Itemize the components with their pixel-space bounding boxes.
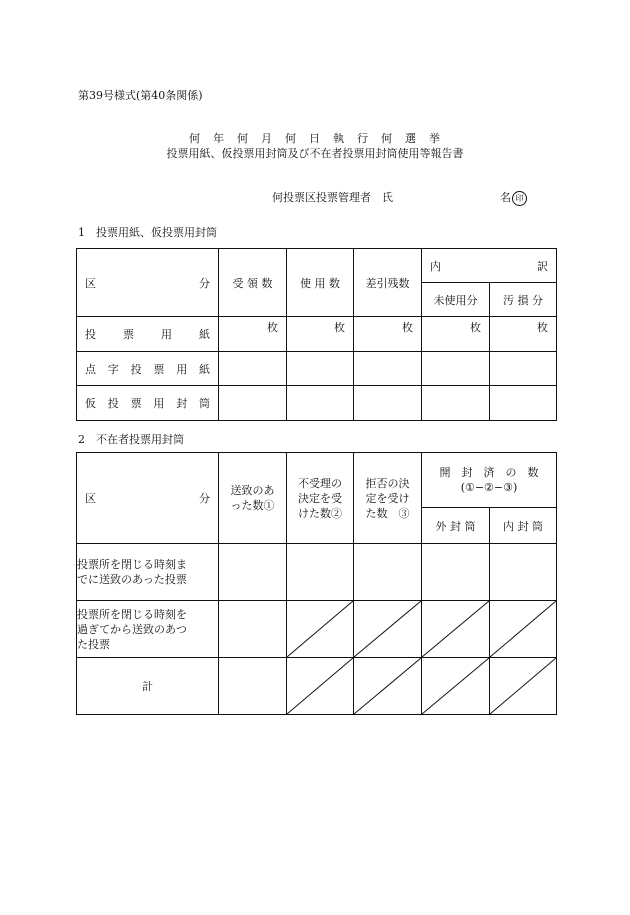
label-char: 投 (107, 397, 119, 410)
diagonal-strike (354, 658, 421, 714)
total-label: 計 (77, 658, 219, 715)
header-line: 拒否の決 (365, 476, 410, 490)
label-char: 封 (176, 397, 188, 410)
damaged-cell[interactable] (490, 317, 557, 352)
not-accepted-cell-struck (287, 601, 354, 658)
label-char: 投 (130, 362, 142, 376)
used-header: 使 用 数 (287, 249, 354, 317)
row-ballot-paper-label (77, 317, 219, 352)
damaged-header: 汚 損 分 (490, 283, 557, 317)
outer-envelope-total-struck (422, 658, 490, 715)
label-line: 過ぎてから送致のあつ (77, 622, 187, 636)
not-accepted-total-struck (287, 658, 354, 715)
received-header: 受 領 数 (219, 249, 287, 317)
unused-cell[interactable] (422, 386, 490, 421)
rejected-cell-struck (354, 601, 422, 658)
received-cell[interactable] (219, 352, 287, 386)
kubun-left: 区 (85, 492, 96, 505)
name-label (500, 189, 527, 206)
sent-cell[interactable] (219, 544, 287, 601)
breakdown-right: 訳 (537, 259, 548, 273)
label-char: 票 (130, 397, 142, 410)
kubun-header (77, 453, 219, 544)
outer-envelope-header: 外 封 筒 (422, 508, 490, 544)
sent-cell[interactable] (219, 601, 287, 658)
remaining-cell[interactable] (354, 386, 422, 421)
header-line: た数 ③ (365, 506, 410, 520)
label-char: 投 (85, 328, 96, 341)
header-line: 定を受け (365, 491, 410, 505)
inner-envelope-cell-struck (490, 601, 557, 658)
form-number: 第39号様式(第40条関係) (78, 89, 203, 102)
inner-envelope-cell[interactable] (490, 544, 557, 601)
not-accepted-cell[interactable] (287, 544, 354, 601)
label-char: 仮 (85, 397, 96, 410)
outer-envelope-cell-struck (422, 601, 490, 658)
label-char: 票 (123, 328, 134, 341)
row-provisional-envelope-label (77, 386, 219, 421)
received-cell[interactable] (219, 386, 287, 421)
header-line: けた数② (298, 506, 342, 520)
kubun-right: 分 (199, 492, 210, 505)
kubun-left: 区 (85, 276, 96, 290)
breakdown-header (422, 249, 557, 283)
diagonal-strike (287, 658, 353, 714)
label-line: た投票 (77, 637, 110, 651)
received-cell[interactable] (219, 317, 287, 352)
diagonal-strike (422, 601, 489, 657)
remaining-cell[interactable] (354, 352, 422, 386)
label-line: でに送致のあった投票 (77, 573, 187, 586)
unit-label: 枚 (470, 321, 481, 334)
rejected-cell[interactable] (354, 544, 422, 601)
unit-label: 枚 (334, 321, 345, 334)
unit-label: 枚 (267, 321, 278, 334)
unused-header: 未使用分 (422, 283, 490, 317)
damaged-cell[interactable] (490, 386, 557, 421)
diagonal-strike (422, 658, 489, 714)
kubun-right: 分 (199, 276, 210, 290)
row-before-closing-label (77, 544, 219, 601)
header-line: 不受理の (298, 476, 342, 490)
remaining-cell[interactable] (354, 317, 422, 352)
unused-cell[interactable] (422, 317, 490, 352)
breakdown-left: 内 (430, 259, 441, 273)
inner-envelope-total-struck (490, 658, 557, 715)
diagonal-strike (490, 601, 556, 657)
header-line: 決定を受 (298, 491, 342, 505)
label-char: 字 (107, 362, 119, 376)
unit-label: 枚 (402, 321, 413, 334)
label-char: 紙 (199, 328, 210, 341)
name-text: 名 (500, 191, 511, 204)
remaining-header: 差引残数 (354, 249, 422, 317)
header-line: った数① (230, 499, 275, 512)
outer-envelope-cell[interactable] (422, 544, 490, 601)
diagonal-strike (354, 601, 421, 657)
used-cell[interactable] (287, 352, 354, 386)
rejected-total-struck (354, 658, 422, 715)
label-char: 用 (153, 397, 165, 410)
header-line: 送致のあ (230, 484, 275, 497)
document-title-report: 投票用紙、仮投票用封筒及び不在者投票用封筒使用等報告書 (166, 147, 464, 160)
diagonal-strike (490, 658, 556, 714)
document-title-election: 何 年 何 月 何 日 執 行 何 選 挙 (189, 132, 441, 145)
unused-cell[interactable] (422, 352, 490, 386)
sent-total-cell[interactable] (219, 658, 287, 715)
sent-count-header (219, 453, 287, 544)
row-braille-ballot-label (77, 352, 219, 386)
damaged-cell[interactable] (490, 352, 557, 386)
opened-count-header (422, 453, 557, 508)
label-char: 点 (85, 362, 96, 376)
label-char: 票 (153, 362, 165, 376)
not-accepted-header (287, 453, 354, 544)
diagonal-strike (287, 601, 353, 657)
label-line: 投票所を閉じる時刻を (77, 607, 187, 621)
used-cell[interactable] (287, 386, 354, 421)
section2-title: 2 不在者投票用封筒 (78, 433, 184, 446)
unit-label: 枚 (537, 321, 548, 334)
opened-label: 開 封 済 の 数 (439, 466, 539, 479)
label-char: 紙 (198, 362, 210, 376)
seal-icon: 印 (512, 191, 527, 206)
label-char: 用 (161, 328, 172, 341)
row-after-closing-label (77, 601, 219, 658)
opened-formula: (①−②−③) (460, 481, 518, 494)
inner-envelope-header: 内 封 筒 (490, 508, 557, 544)
ballot-paper-table (76, 248, 557, 421)
rejected-header (354, 453, 422, 544)
label-char: 用 (176, 362, 188, 376)
label-line: 投票所を閉じる時刻ま (77, 558, 187, 571)
absentee-envelope-table (76, 452, 557, 715)
section1-title: 1 投票用紙、仮投票用封筒 (78, 226, 217, 239)
kubun-header (77, 249, 219, 317)
used-cell[interactable] (287, 317, 354, 352)
polling-manager-label: 何投票区投票管理者 氏 (272, 191, 393, 204)
label-char: 筒 (198, 397, 210, 410)
